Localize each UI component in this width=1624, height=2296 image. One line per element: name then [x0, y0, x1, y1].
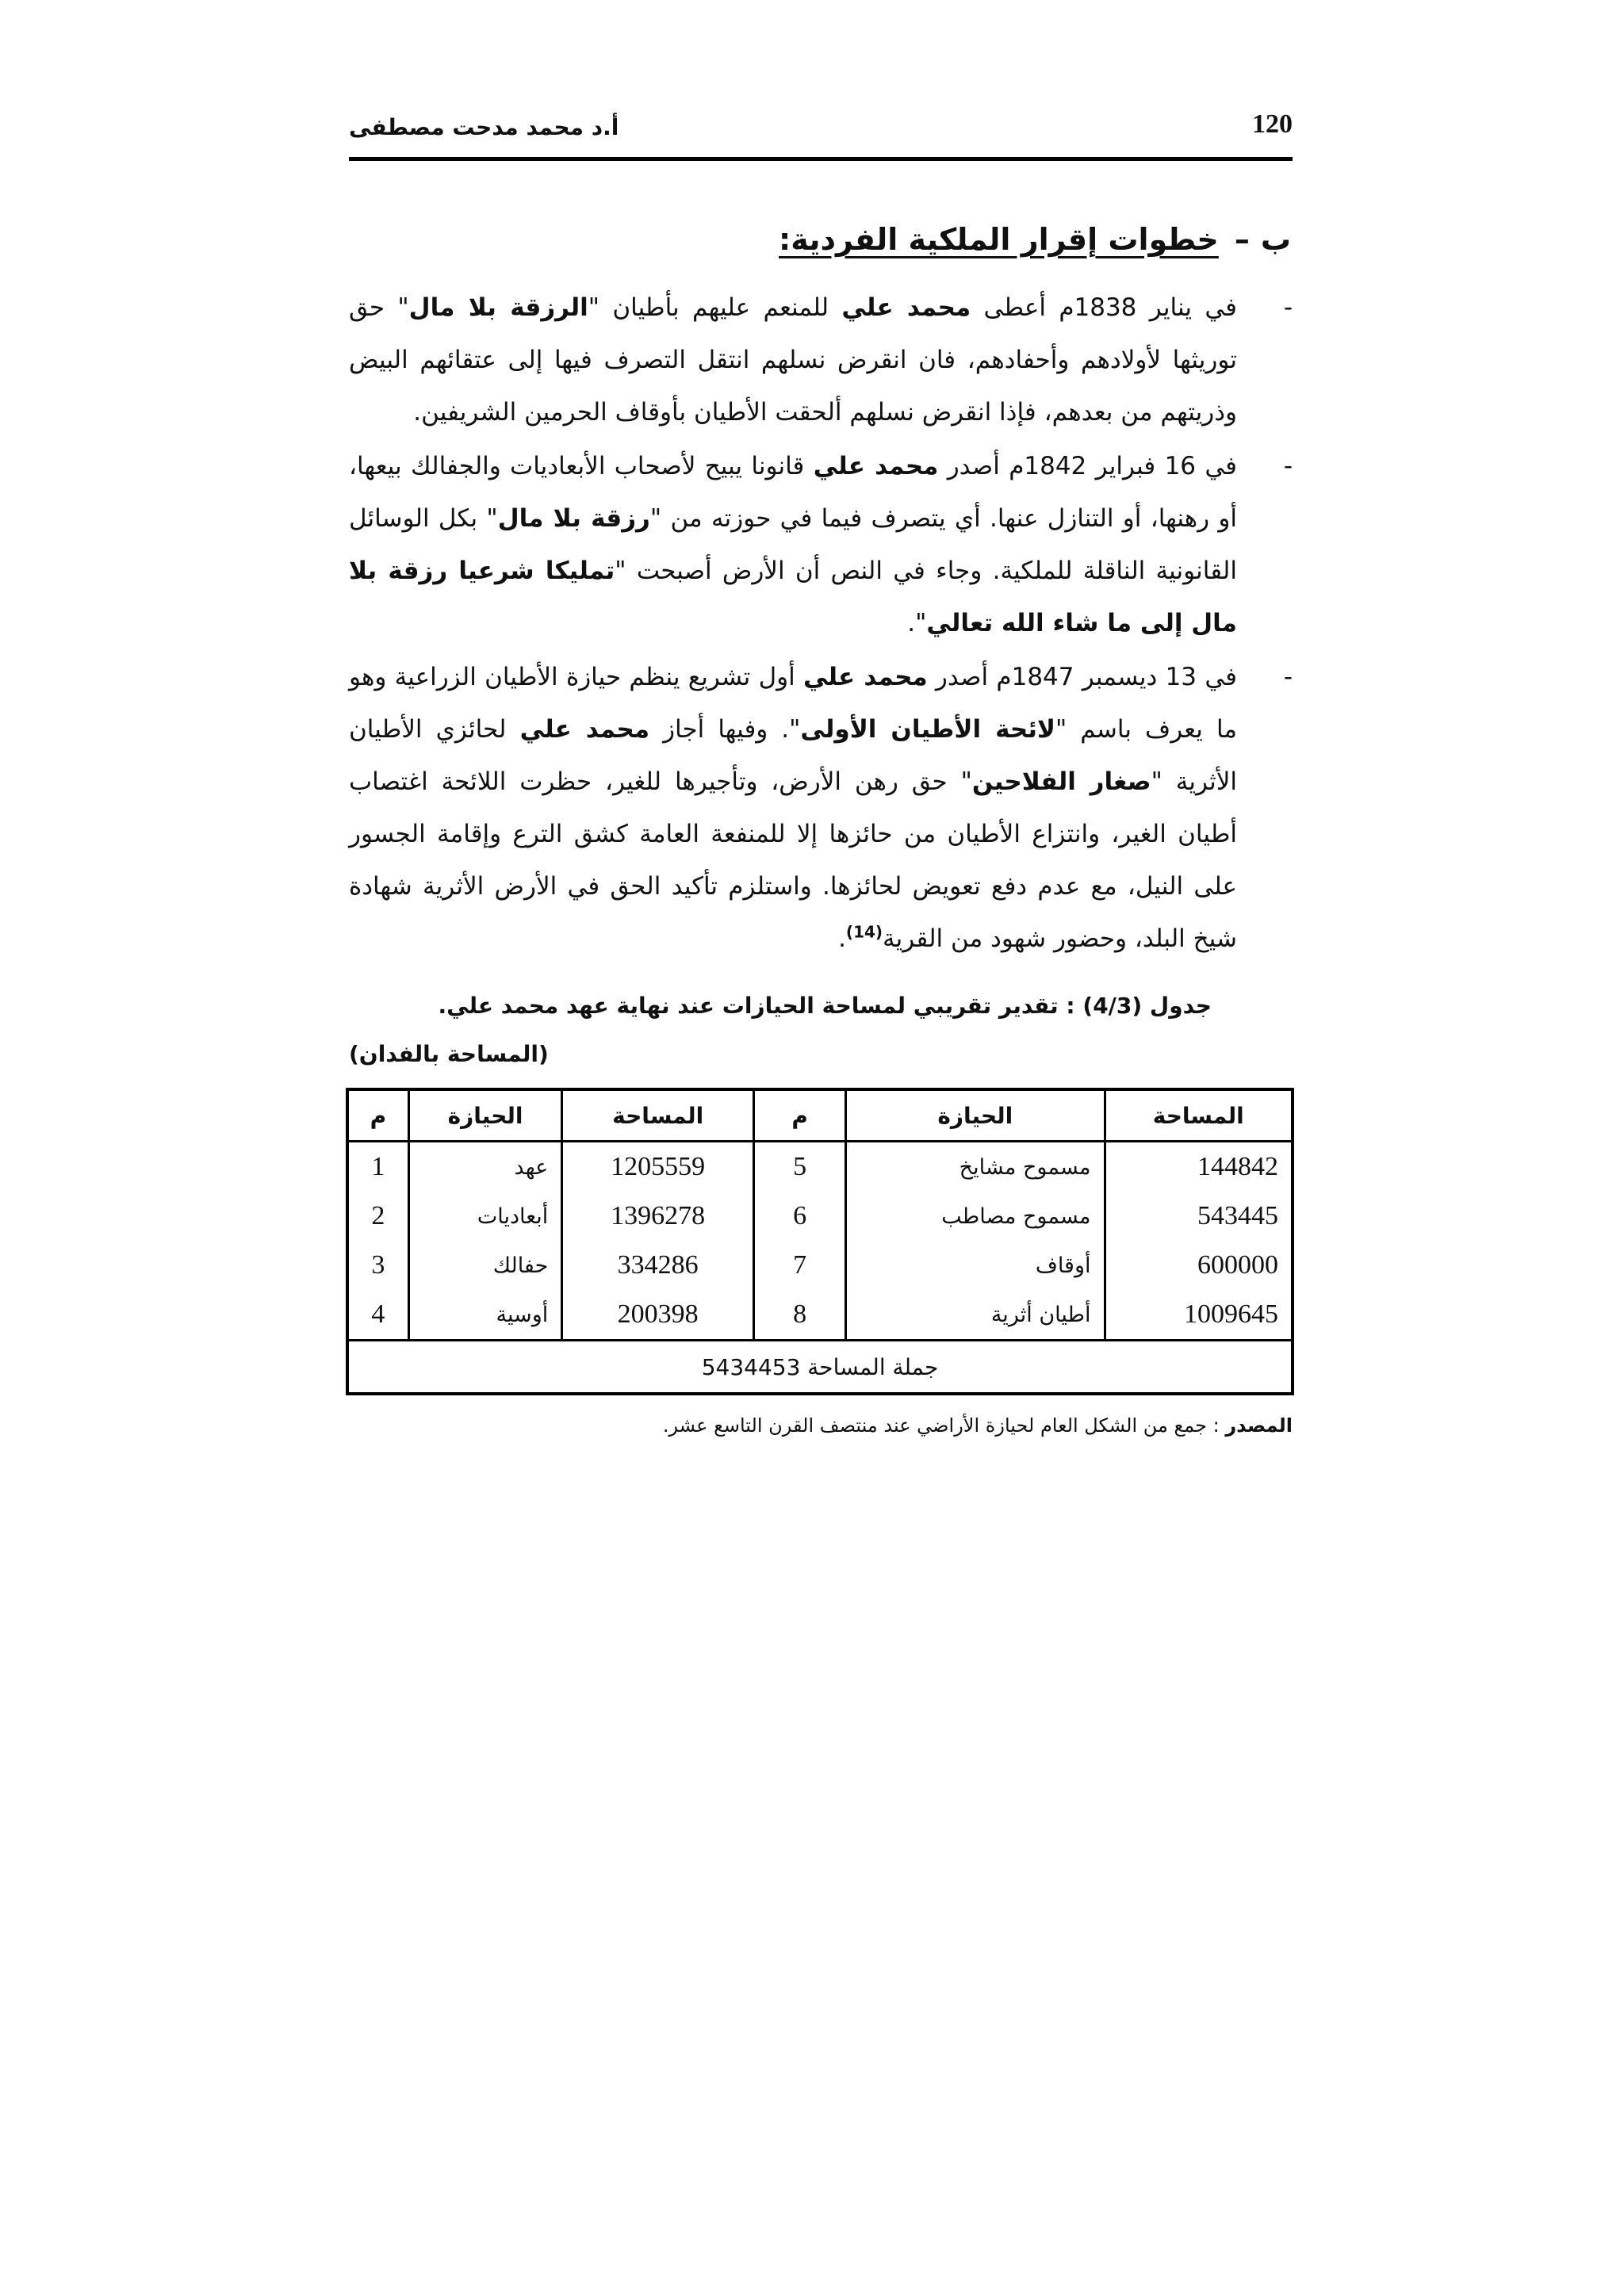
section-letter: ب — [1260, 222, 1291, 257]
bold-run: رزقة بلا مال — [497, 504, 650, 533]
text-run: . — [838, 924, 846, 953]
footnote-ref: (14) — [845, 922, 883, 942]
text-run: في 16 فبراير 1842م أصدر — [938, 452, 1237, 480]
header-holding-right: الحيازة — [846, 1089, 1105, 1142]
text-run: " بكل الوسائل القانونية الناقلة للملكية. وجاء في النص أن الأرض أصبحت " — [349, 504, 1237, 585]
text-run: " حق توريثها لأولادهم وأحفادهم، فان انقرض نسلهم انتقل التصرف فيها إلى عتقائهم البيض وذريتهم من بعدهم، فإذا انقرض نسلهم ألحقت الأطيان بأوقاف الحرمين الشريفين. — [349, 293, 1237, 427]
bold-run: محمد علي — [813, 452, 939, 480]
bold-run: لائحة الأطيان الأولى — [800, 715, 1055, 744]
bold-run: صغار الفلاحين — [971, 767, 1151, 796]
bold-run: الرزقة بلا مال — [408, 293, 588, 322]
cell-m-left: 3 — [347, 1241, 408, 1290]
source-text: : جمع من الشكل العام لحيازة الأراضي عند منتصف القرن التاسع عشر. — [662, 1414, 1226, 1437]
cell-holding-right: أطيان أثرية — [846, 1290, 1105, 1341]
cell-area-right: 600000 — [1105, 1241, 1293, 1290]
cell-holding-right: مسموح مصاطب — [846, 1192, 1105, 1241]
cell-area-left: 200398 — [562, 1290, 754, 1341]
cell-holding-right: أوقاف — [846, 1241, 1105, 1290]
cell-m-left: 1 — [347, 1142, 408, 1192]
paragraph-bullet: - — [1283, 663, 1293, 691]
text-run: قانونا يبيح لأصحاب الأبعاديات والجفالك بيعها، أو رهنها، أو التنازل عنها. أي يتصرف فيما في حوزته من " — [349, 452, 1237, 533]
text-run: " حق رهن الأرض، وتأجيرها للغير، حظرت اللائحة اغتصاب أطيان الغير، وانتزاع الأطيان من حائزها إلا للمنفعة العامة كشق الترع وإقامة الجسور على النيل، مع عدم دفع تعويض لحائزها. واستلزم تأكيد الحق في الأرض الأثرية شهادة شيخ البلد، وحضور شهود من القرية — [349, 767, 1237, 953]
table-row — [347, 1290, 1293, 1341]
page-number: 120 — [1252, 109, 1293, 139]
table-row — [347, 1142, 1293, 1192]
text-run: للمنعم عليهم بأطيان " — [588, 293, 842, 322]
cell-holding-right: مسموح مشايخ — [846, 1142, 1105, 1192]
author-name: أ.د محمد مدحت مصطفى — [349, 114, 619, 140]
cell-m-left: 4 — [347, 1290, 408, 1341]
body-text — [349, 281, 1293, 966]
header-area-left: المساحة — [562, 1089, 754, 1142]
text-run: في يناير 1838م أعطى — [971, 293, 1238, 322]
paragraph — [349, 440, 1293, 649]
paragraph-bullet: - — [1283, 293, 1293, 322]
table-caption: جدول (4/3) : تقدير تقريبي لمساحة الحيازات عند نهاية عهد محمد علي. — [438, 993, 1212, 1019]
table-row — [347, 1241, 1293, 1290]
text-run: أول تشريع ينظم حيازة الأطيان الزراعية وهو ما يعرف باسم " — [349, 663, 1238, 744]
bold-run: تمليكا شرعيا رزقة بلا مال إلى ما شاء الله تعالي — [349, 557, 1237, 637]
text-run: ". — [907, 609, 927, 637]
table-header-row — [347, 1089, 1293, 1142]
paragraph — [349, 651, 1293, 965]
table-total-row — [347, 1341, 1293, 1395]
cell-area-left: 1396278 — [562, 1192, 754, 1241]
running-header — [349, 109, 1293, 161]
cell-area-left: 334286 — [562, 1241, 754, 1290]
text-run: ". وفيها أجاز — [649, 715, 801, 744]
header-area-right: المساحة — [1105, 1089, 1293, 1142]
paragraph-bullet: - — [1283, 452, 1293, 480]
section-heading — [779, 222, 1291, 257]
bold-run: محمد علي — [841, 293, 971, 322]
text-run: لحائزي الأطيان الأثرية " — [349, 715, 1238, 796]
cell-holding-left: حفالك — [408, 1241, 561, 1290]
bold-run: محمد علي — [519, 715, 650, 744]
cell-m-right: 5 — [754, 1142, 846, 1192]
cell-holding-left: عهد — [408, 1142, 561, 1192]
cell-m-right: 7 — [754, 1241, 846, 1290]
holdings-table — [346, 1088, 1294, 1395]
cell-area-right: 1009645 — [1105, 1290, 1293, 1341]
source-label: المصدر — [1225, 1414, 1293, 1437]
table-source — [663, 1414, 1293, 1437]
bold-run: محمد علي — [802, 663, 928, 691]
header-m-left: م — [347, 1089, 408, 1142]
header-holding-left: الحيازة — [408, 1089, 561, 1142]
text-run: في 13 ديسمبر 1847م أصدر — [927, 663, 1237, 691]
table-row — [347, 1192, 1293, 1241]
table-total: جملة المساحة 5434453 — [347, 1341, 1293, 1395]
cell-m-right: 8 — [754, 1290, 846, 1341]
cell-area-right: 543445 — [1105, 1192, 1293, 1241]
paragraph — [349, 281, 1293, 438]
cell-m-right: 6 — [754, 1192, 846, 1241]
section-title: خطوات إقرار الملكية الفردية: — [779, 222, 1219, 257]
section-dash: – — [1234, 222, 1250, 257]
cell-area-right: 144842 — [1105, 1142, 1293, 1192]
table-unit-note: (المساحة بالفدان) — [349, 1041, 549, 1067]
cell-m-left: 2 — [347, 1192, 408, 1241]
cell-area-left: 1205559 — [562, 1142, 754, 1192]
cell-holding-left: أوسية — [408, 1290, 561, 1341]
cell-holding-left: أبعاديات — [408, 1192, 561, 1241]
header-m-right: م — [754, 1089, 846, 1142]
